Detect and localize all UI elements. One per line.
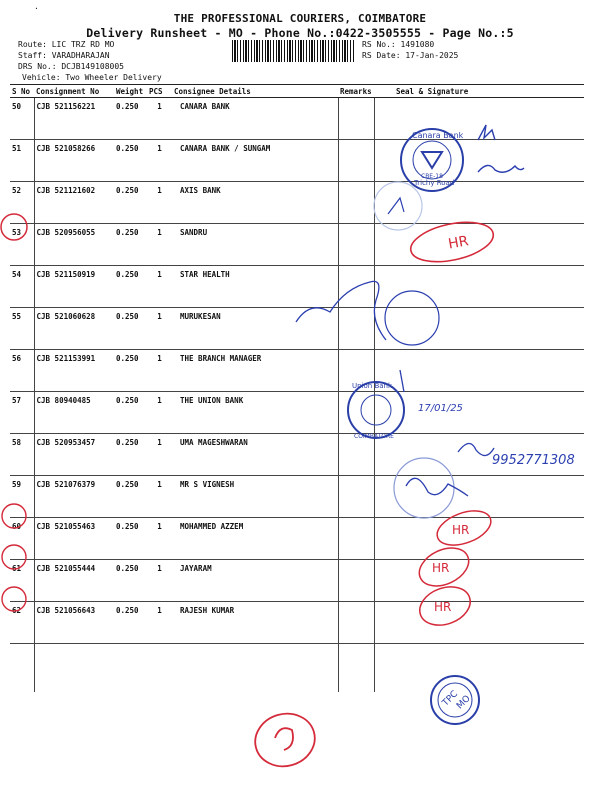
row-sno: 50 — [10, 98, 34, 140]
table-row — [10, 434, 584, 476]
row-consignee: CANARA BANK / SUNGAM — [172, 140, 338, 182]
hr-60-text: HR — [452, 523, 470, 537]
row-pcs: 1 — [147, 560, 172, 602]
row-consignment-no: CJB 521150919 — [34, 266, 114, 308]
row-remarks — [338, 350, 374, 392]
row-pcs: 1 — [147, 602, 172, 644]
row-remarks — [338, 308, 374, 350]
row-consignee: AXIS BANK — [172, 182, 338, 224]
hr-61-text: HR — [432, 561, 450, 575]
row-remarks — [338, 434, 374, 476]
row-pcs: 1 — [147, 350, 172, 392]
row-sno: 61 — [10, 560, 34, 602]
row-weight: 0.250 — [114, 182, 147, 224]
row-weight: 0.250 — [114, 518, 147, 560]
col-pcs: PCS — [147, 85, 172, 98]
row-weight: 0.250 — [114, 434, 147, 476]
row-consignment-no: CJB 521156221 — [34, 98, 114, 140]
canara-branch-text: Trichy Road — [414, 179, 455, 187]
row-remarks — [338, 392, 374, 434]
row-remarks — [338, 98, 374, 140]
date-57: 17/01/25 — [418, 403, 463, 414]
row-seal — [374, 560, 584, 602]
runsheet-table — [10, 84, 584, 692]
row-sno: 53 — [10, 224, 34, 266]
speck: · — [34, 4, 39, 13]
row-consignee: THE UNION BANK — [172, 392, 338, 434]
row-pcs: 1 — [147, 518, 172, 560]
row-consignee: SANDRU — [172, 224, 338, 266]
row-consignment-no: CJB 521055463 — [34, 518, 114, 560]
vehicle-info: Vehicle: Two Wheeler Delivery — [22, 73, 162, 82]
filler-cell — [114, 644, 147, 693]
row-seal — [374, 224, 584, 266]
row-consignee: MOHAMMED AZZEM — [172, 518, 338, 560]
row-seal — [374, 308, 584, 350]
row-pcs: 1 — [147, 392, 172, 434]
row-weight: 0.250 — [114, 392, 147, 434]
table-row — [10, 350, 584, 392]
rs-number: RS No.: 1491080 — [362, 40, 435, 49]
col-sno: S No — [10, 85, 34, 98]
row-consignee: JAYARAM — [172, 560, 338, 602]
hr-62-text: HR — [434, 600, 452, 614]
table-row — [10, 182, 584, 224]
drs-info: DRS No.: DCJB149108005 — [18, 62, 124, 71]
row-consignee: THE BRANCH MANAGER — [172, 350, 338, 392]
table-row — [10, 224, 584, 266]
row-seal — [374, 98, 584, 140]
row-sno: 52 — [10, 182, 34, 224]
table-row — [10, 266, 584, 308]
table-row — [10, 140, 584, 182]
row-weight: 0.250 — [114, 560, 147, 602]
route-info: Route: LIC TRZ RD MO — [18, 40, 115, 49]
row-pcs: 1 — [147, 140, 172, 182]
row-consignment-no: CJB 520956055 — [34, 224, 114, 266]
filler-cell — [147, 644, 172, 693]
row-weight: 0.250 — [114, 98, 147, 140]
row-consignment-no: CJB 521153991 — [34, 350, 114, 392]
row-consignee: STAR HEALTH — [172, 266, 338, 308]
row-consignment-no: CJB 521058266 — [34, 140, 114, 182]
row-seal — [374, 182, 584, 224]
row-consignment-no: CJB 521121602 — [34, 182, 114, 224]
tpc-text-2: MO — [455, 693, 473, 712]
row-sno: 62 — [10, 602, 34, 644]
table-row — [10, 392, 584, 434]
row-pcs: 1 — [147, 224, 172, 266]
row-pcs: 1 — [147, 98, 172, 140]
row-remarks — [338, 476, 374, 518]
row-consignee: RAJESH KUMAR — [172, 602, 338, 644]
table-row — [10, 308, 584, 350]
row-consignee: MURUKESAN — [172, 308, 338, 350]
filler-cell — [10, 644, 34, 693]
filler-cell — [374, 644, 584, 693]
filler-cell — [338, 644, 374, 693]
row-remarks — [338, 518, 374, 560]
row-seal — [374, 266, 584, 308]
table-header — [10, 85, 584, 98]
row-sno: 54 — [10, 266, 34, 308]
barcode — [232, 40, 354, 62]
row-sno: 51 — [10, 140, 34, 182]
col-weight: Weight — [114, 85, 147, 98]
col-remarks: Remarks — [338, 85, 374, 98]
table-row — [10, 98, 584, 140]
table-row — [10, 560, 584, 602]
row-seal — [374, 476, 584, 518]
table-row — [10, 518, 584, 560]
row-seal — [374, 392, 584, 434]
row-seal — [374, 602, 584, 644]
row-weight: 0.250 — [114, 224, 147, 266]
canara-code-text: CBE-18 — [421, 173, 443, 180]
row-seal — [374, 518, 584, 560]
row-consignee: CANARA BANK — [172, 98, 338, 140]
canara-stamp-text: Canara Bank — [412, 131, 464, 140]
row-pcs: 1 — [147, 476, 172, 518]
row-consignment-no: CJB 80940485 — [34, 392, 114, 434]
table-row — [10, 602, 584, 644]
union-stamp-text: Union Bank — [352, 382, 393, 390]
col-seal: Seal & Signature — [374, 85, 584, 98]
col-consignee: Consignee Details — [172, 85, 338, 98]
row-pcs: 1 — [147, 266, 172, 308]
row-sno: 60 — [10, 518, 34, 560]
phone-58: 9952771308 — [492, 453, 575, 468]
row-sno: 56 — [10, 350, 34, 392]
row-weight: 0.250 — [114, 140, 147, 182]
row-sno: 55 — [10, 308, 34, 350]
row-remarks — [338, 140, 374, 182]
row-consignment-no: CJB 521076379 — [34, 476, 114, 518]
row-remarks — [338, 602, 374, 644]
row-seal — [374, 140, 584, 182]
row-weight: 0.250 — [114, 350, 147, 392]
row-seal — [374, 350, 584, 392]
col-consignment: Consignment No — [34, 85, 114, 98]
row-consignment-no: CJB 521060628 — [34, 308, 114, 350]
red-scribble — [275, 728, 293, 750]
row-sno: 58 — [10, 434, 34, 476]
row-seal — [374, 434, 584, 476]
staff-info: Staff: VARADHARAJAN — [18, 51, 110, 60]
row-pcs: 1 — [147, 434, 172, 476]
filler-cell — [172, 644, 338, 693]
table-filler-row — [10, 644, 584, 693]
row-consignee: UMA MAGESHWARAN — [172, 434, 338, 476]
row-consignment-no: CJB 520953457 — [34, 434, 114, 476]
row-sno: 57 — [10, 392, 34, 434]
row-weight: 0.250 — [114, 476, 147, 518]
row-remarks — [338, 224, 374, 266]
row-remarks — [338, 560, 374, 602]
table-row — [10, 476, 584, 518]
row-weight: 0.250 — [114, 602, 147, 644]
runsheet-subtitle: Delivery Runsheet - MO - Phone No.:0422-3505555 - Page No.:5 — [86, 26, 514, 40]
hr-53-text: HR — [447, 233, 470, 253]
company-title: THE PROFESSIONAL COURIERS, COIMBATORE — [173, 12, 427, 25]
tpc-text-1: TPC — [440, 689, 461, 709]
rs-date: RS Date: 17-Jan-2025 — [362, 51, 459, 60]
row-consignee: MR S VIGNESH — [172, 476, 338, 518]
row-weight: 0.250 — [114, 308, 147, 350]
row-weight: 0.250 — [114, 266, 147, 308]
row-consignment-no: CJB 521056643 — [34, 602, 114, 644]
row-remarks — [338, 266, 374, 308]
row-sno: 59 — [10, 476, 34, 518]
row-pcs: 1 — [147, 308, 172, 350]
row-remarks — [338, 182, 374, 224]
union-city-text: COIMBATORE — [354, 433, 394, 440]
filler-cell — [34, 644, 114, 693]
row-pcs: 1 — [147, 182, 172, 224]
row-consignment-no: CJB 521055444 — [34, 560, 114, 602]
red-circle-mark — [249, 707, 320, 773]
